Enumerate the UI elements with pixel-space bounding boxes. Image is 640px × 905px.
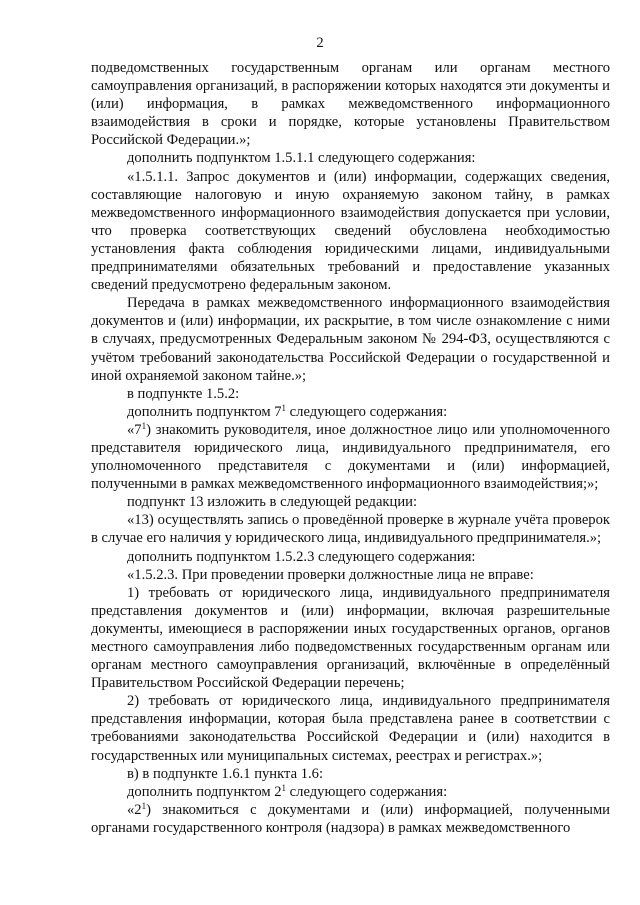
paragraph [91, 801, 610, 837]
paragraph [91, 403, 610, 421]
paragraph: 1) требовать от юридического лица, индивидуального предпринимателя представления документов и (или) информации, включая разрешительные документы, имеющиеся в распоряжении иных государственных органов, органов местного самоуправления либо подведомственных государственным органам или органам местного самоуправления организаций, включённые в определённый Правительством Российской Федерации перечень; [91, 584, 610, 692]
paragraph: дополнить подпунктом 1.5.1.1 следующего содержания: [127, 150, 476, 167]
paragraph: «1.5.1.1. Запрос документов и (или) информации, содержащих сведения, составляющие налоговую и иную охраняемую законом тайну, в рамках межведомственного информационного взаимодействия допускается при условии, что проверка соответствующих сведений обусловлена необходимостью установления факта соблюдения юридическими лицами, индивидуальными предпринимателями обязательных требований и предоставление указанных сведений предусмотрено федеральным законом. [91, 168, 610, 294]
document-body [91, 59, 610, 837]
paragraph: «13) осуществлять запись о проведённой проверке в журнале учёта проверок в случае его наличия у юридического лица, индивидуального предпринимателя.»; [91, 512, 610, 547]
paragraph: 2) требовать от юридического лица, индивидуального предпринимателя представления информации, которая была представлена ранее в соответствии с требованиями законодательства Российской Федерации и (или) находится в государственных или муниципальных системах, реестрах и регистрах.»; [91, 693, 610, 764]
paragraph: в подпункте 1.5.2: [127, 385, 240, 402]
paragraph-text: следующего содержания: [286, 783, 448, 800]
paragraph: подведомственных государственным органам или органам местного самоуправления организаций, в распоряжении которых находятся эти документы и (или) информация, в рамках межведомственного информационного взаимодействия в сроки и порядке, которые установлены Правительством Российской Федерации.»; [91, 60, 610, 149]
paragraph-text: дополнить подпунктом 7 [127, 403, 282, 420]
paragraph-text: дополнить подпунктом 2 [127, 783, 282, 800]
paragraph [91, 421, 610, 493]
superscript: 1 [141, 800, 147, 811]
superscript: 1 [281, 402, 287, 413]
paragraph-text: «2 [127, 801, 142, 818]
paragraph-text: следующего содержания: [286, 403, 448, 420]
paragraph: Передача в рамках межведомственного информационного взаимодействия документов и (или) информации, их раскрытие, в том числе ознакомление с ними в случаях, предусмотренных Федеральным законом № 294-ФЗ, осуществляются с учётом требований законодательства Российской Федерации о государственной и иной охраняемой законом тайне.»; [91, 295, 610, 384]
paragraph: подпункт 13 изложить в следующей редакции: [127, 494, 418, 511]
paragraph: в) в подпункте 1.6.1 пункта 1.6: [127, 765, 323, 782]
paragraph [91, 783, 610, 801]
superscript: 1 [281, 782, 287, 793]
paragraph: «1.5.2.3. При проведении проверки должностные лица не вправе: [127, 566, 534, 583]
paragraph-text: ) знакомить руководителя, иное должностное лицо или уполномоченного представителя юридического лица, индивидуального предпринимателя, его уполномоченного представителя с документами и (или) информацией, полученными в рамках межведомственного информационного взаимодействия;»; [91, 421, 610, 493]
paragraph-text: «7 [127, 421, 142, 438]
paragraph-text: ) знакомиться с документами и (или) информацией, полученными органами государственного контроля (надзора) в рамках межведомственного [91, 801, 610, 836]
superscript: 1 [141, 420, 147, 431]
page-number: 2 [316, 35, 324, 51]
paragraph: дополнить подпунктом 1.5.2.3 следующего содержания: [127, 548, 476, 565]
